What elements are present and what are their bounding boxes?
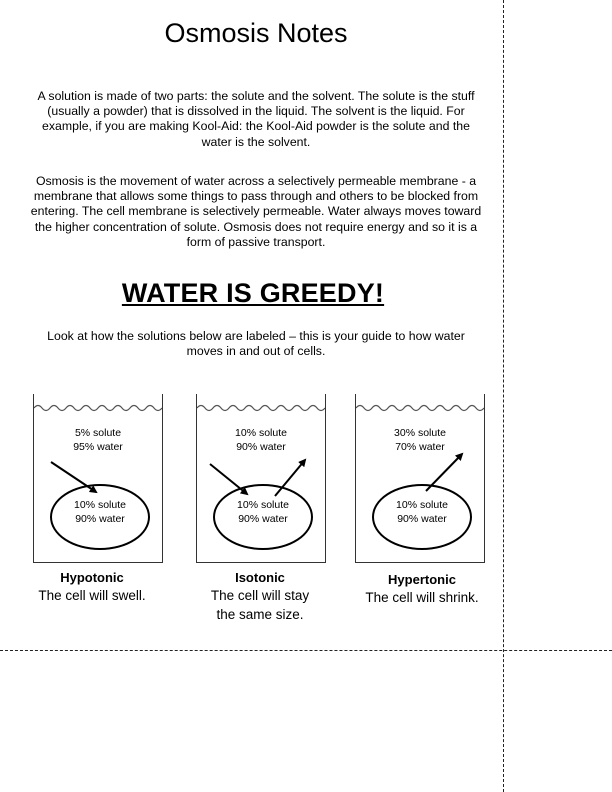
isotonic-caption: [170, 569, 350, 624]
hypertonic-beaker: [355, 394, 485, 563]
cell-water: 90% water: [75, 513, 125, 525]
cell-solute: 10% solute: [237, 499, 289, 511]
outside-water: 70% water: [395, 441, 445, 453]
water-in-out-arrows-icon: [197, 394, 325, 562]
isotonic-label: Isotonic: [235, 570, 285, 585]
cell-water: 90% water: [397, 513, 447, 525]
outside-water: 95% water: [73, 441, 123, 453]
hypotonic-caption: [2, 569, 182, 605]
isotonic-description: The cell will stay the same size.: [210, 588, 310, 622]
cell-solute: 10% solute: [74, 499, 126, 511]
solution-paragraph: A solution is made of two parts: the solute and the solvent. The solute is the stuff (usually a powder) that is dissolved in the liquid. The solvent is the liquid. For example, if you are making Kool-Aid: the Kool-Aid powder is the solute and the water is the solvent.: [37, 89, 475, 149]
water-is-greedy-heading: WATER IS GREEDY!: [121, 278, 385, 308]
isotonic-beaker: [196, 394, 326, 563]
cell-water: 90% water: [238, 513, 288, 525]
outside-solute: 10% solute: [235, 427, 287, 439]
hypertonic-description: The cell will shrink.: [365, 590, 479, 605]
osmosis-paragraph: Osmosis is the movement of water across a selectively permeable membrane - a membrane that allows some things to pass through and others to be blocked from entering. The cell membrane is selectively permeable. Water always moves toward the higher concentration of solute. Osmosis does not require energy and so it is a form of passive transport.: [30, 174, 482, 249]
hypertonic-label: Hypertonic: [388, 572, 456, 587]
page-title: Osmosis Notes: [164, 18, 348, 48]
hypotonic-label: Hypotonic: [60, 570, 124, 585]
vertical-cut-line: [503, 0, 504, 792]
water-out-arrow-icon: [356, 394, 484, 562]
hypertonic-caption: [332, 571, 512, 607]
outside-solute: 30% solute: [394, 427, 446, 439]
outside-solute: 5% solute: [74, 427, 122, 439]
water-in-arrow-icon: [34, 394, 162, 562]
guide-paragraph: Look at how the solutions below are labeled – this is your guide to how water moves in and out of cells.: [47, 329, 465, 359]
horizontal-cut-line: [0, 650, 612, 651]
cell-solute: 10% solute: [396, 499, 448, 511]
hypotonic-beaker: [33, 394, 163, 563]
outside-water: 90% water: [236, 441, 286, 453]
hypotonic-description: The cell will swell.: [38, 588, 146, 603]
